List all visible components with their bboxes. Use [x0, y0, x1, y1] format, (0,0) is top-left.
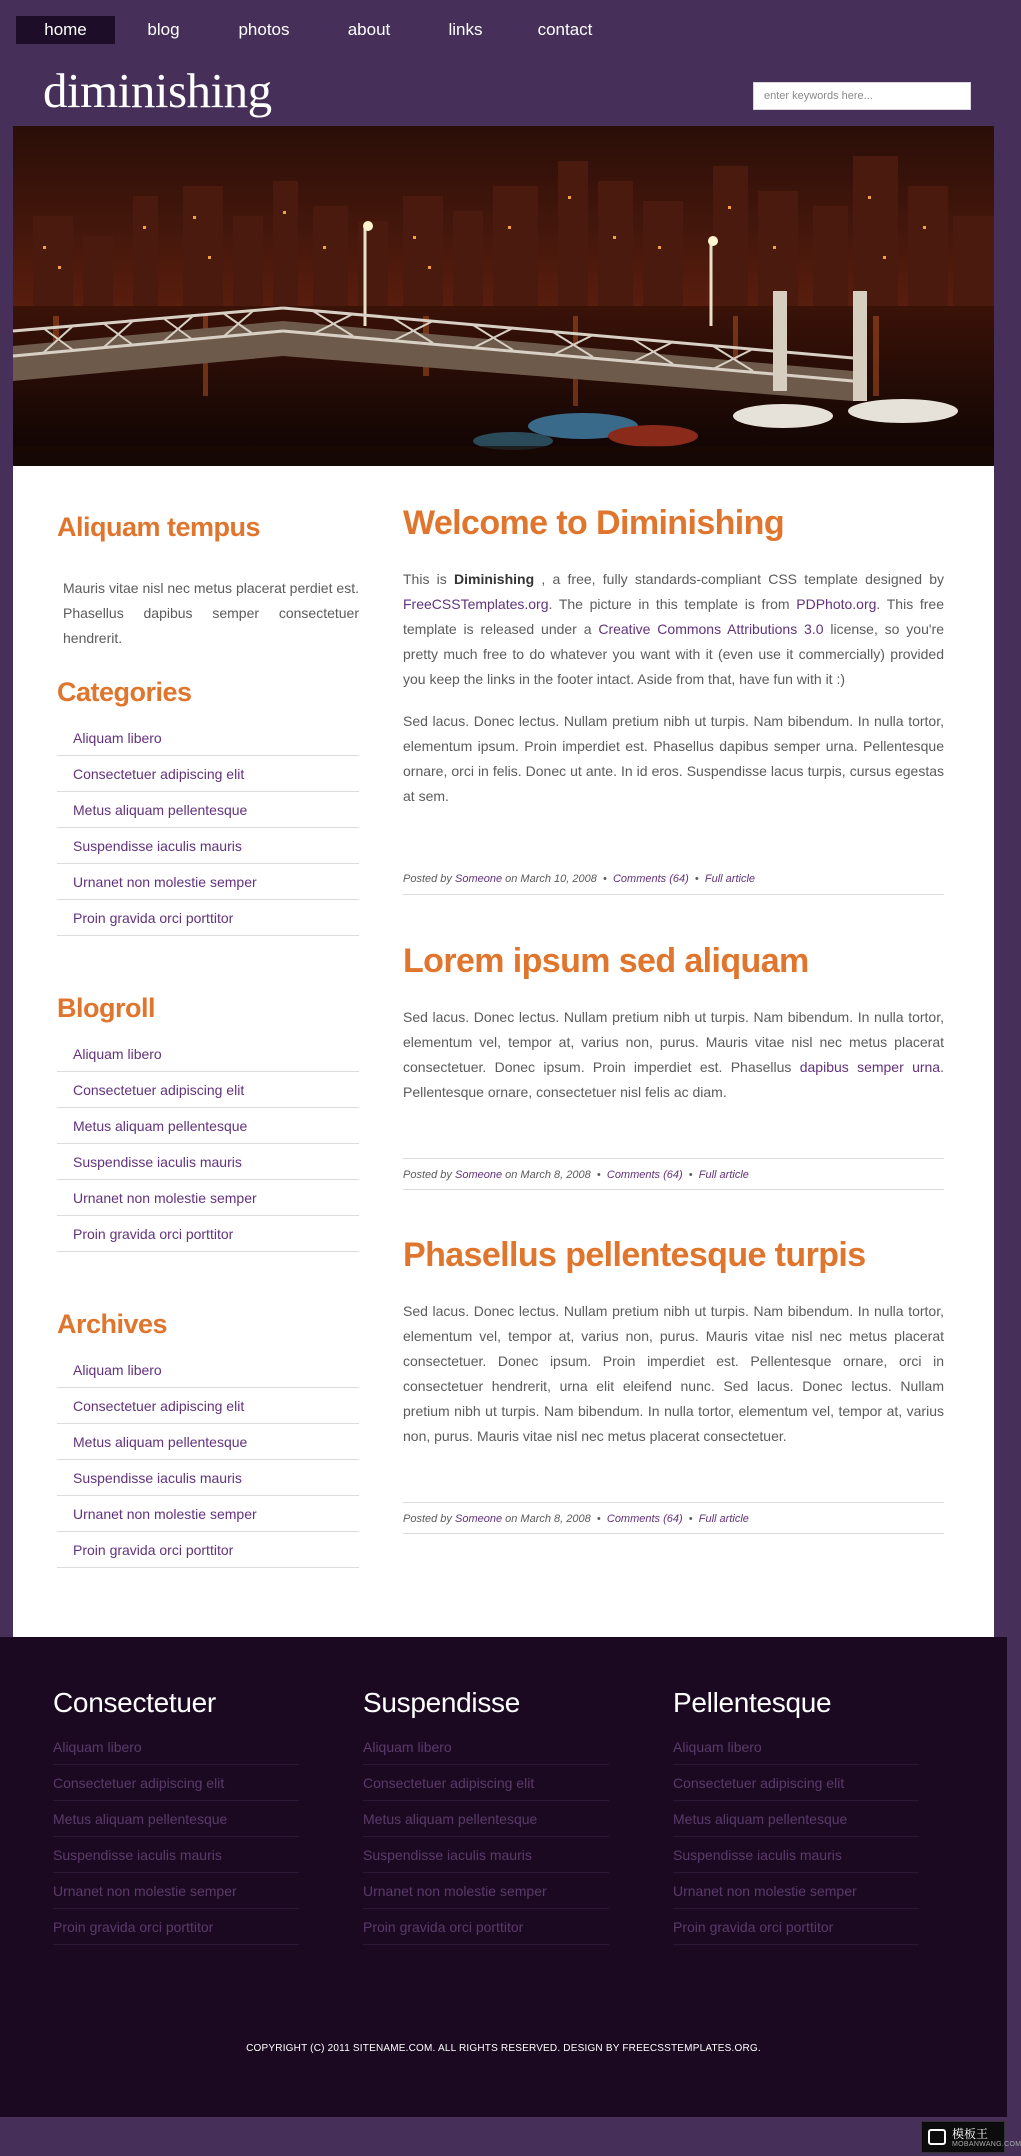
template-logo-icon — [928, 2129, 946, 2145]
author-link[interactable]: Someone — [454, 1169, 503, 1181]
nav-item-links[interactable]: links — [448, 20, 483, 39]
comments-link[interactable]: Comments (64) — [612, 873, 689, 885]
creative-commons-link[interactable]: Creative Commons Attributions 3.0 — [598, 621, 824, 637]
post-meta — [403, 1502, 944, 1534]
footer-link[interactable]: Urnanet non molestie semper — [673, 1873, 919, 1909]
post-meta — [403, 863, 944, 895]
separator: • — [596, 1513, 601, 1525]
archives-link[interactable]: Proin gravida orci porttitor — [57, 1532, 359, 1568]
footer-link-list — [363, 1729, 609, 1945]
footer-link[interactable]: Aliquam libero — [673, 1729, 919, 1765]
pdphoto-link[interactable]: PDPhoto.org — [796, 596, 877, 612]
separator: • — [688, 1169, 693, 1181]
post-body: Sed lacus. Donec lectus. Nullam pretium nibh ut turpis. Nam bibendum. In nulla tortor, elementum ipsum. Proin imperdiet est. Phasellus dapibus semper urna. Pellentesque ornare, orci in felis. Donec ut ante. In id eros. Suspendisse lacus turpis, cursus egestas at sem. — [403, 713, 944, 804]
categories-list — [57, 720, 359, 936]
footer-link[interactable]: Metus aliquam pellentesque — [53, 1801, 299, 1837]
footer-link[interactable]: Proin gravida orci porttitor — [673, 1909, 919, 1945]
archives-link[interactable]: Urnanet non molestie semper — [57, 1496, 359, 1532]
full-article-link[interactable]: Full article — [704, 873, 756, 885]
footer-link[interactable]: Consectetuer adipiscing elit — [363, 1765, 609, 1801]
blogroll-link[interactable]: Proin gravida orci porttitor — [57, 1216, 359, 1252]
categories-link[interactable]: Consectetuer adipiscing elit — [57, 756, 359, 792]
footer-link[interactable]: Suspendisse iaculis mauris — [53, 1837, 299, 1873]
post-title[interactable]: Lorem ipsum sed aliquam — [403, 942, 809, 980]
post-title[interactable]: Welcome to Diminishing — [403, 504, 784, 542]
site-logo[interactable]: diminishing — [43, 63, 272, 118]
archives-link[interactable]: Suspendisse iaculis mauris — [57, 1460, 359, 1496]
footer-link-list — [673, 1729, 919, 1945]
categories-link[interactable]: Suspendisse iaculis mauris — [57, 828, 359, 864]
post-date: on March 8, 2008 — [505, 1513, 591, 1525]
post-title[interactable]: Phasellus pellentesque turpis — [403, 1236, 866, 1274]
text-run: . This free template is released under a — [403, 596, 944, 637]
dapibus-link[interactable]: dapibus semper urna — [799, 1059, 941, 1075]
post-body — [403, 1005, 944, 1105]
categories-link[interactable]: Aliquam libero — [57, 720, 359, 756]
blogroll-link[interactable]: Urnanet non molestie semper — [57, 1180, 359, 1216]
sidebar-blogroll-title: Blogroll — [57, 993, 155, 1023]
copyright-text: COPYRIGHT (C) 2011 SITENAME.COM. ALL RIGHTS RESERVED. DESIGN BY FREECSSTEMPLATES.ORG. — [246, 2043, 761, 2054]
sidebar-archives-title: Archives — [57, 1309, 168, 1339]
top-nav — [16, 16, 621, 44]
footer-link[interactable]: Proin gravida orci porttitor — [363, 1909, 609, 1945]
blogroll-link[interactable]: Aliquam libero — [57, 1036, 359, 1072]
sidebar-categories-title: Categories — [57, 677, 192, 707]
full-article-link[interactable]: Full article — [698, 1513, 749, 1525]
author-link[interactable]: Someone — [454, 1513, 503, 1525]
separator: • — [603, 873, 607, 885]
comments-link[interactable]: Comments (64) — [606, 1513, 683, 1525]
text-run: . The picture in this template is from — [548, 596, 797, 612]
footer-link[interactable]: Metus aliquam pellentesque — [363, 1801, 609, 1837]
post-date: on March 10, 2008 — [505, 873, 597, 885]
footer-link[interactable]: Proin gravida orci porttitor — [53, 1909, 299, 1945]
archives-link[interactable]: Metus aliquam pellentesque — [57, 1424, 359, 1460]
meta-label: Posted by — [403, 1513, 452, 1525]
post-body: Sed lacus. Donec lectus. Nullam pretium nibh ut turpis. Nam bibendum. In nulla tortor, elementum vel, tempor at, varius non, purus. Mauris vitae nisl nec metus placerat consectetuer. Donec ipsum. Proin imperdiet est. Pellentesque ornare, orci in consectetuer hendrerit, urna elit eleifend nunc. Sed lacus. Donec lectus. Nullam pretium nibh ut turpis. Nam bibendum. In nulla tortor, elementum vel, tempor at, varius non, purus. Mauris vitae nisl nec metus placerat consectetuer. — [403, 1303, 944, 1444]
nav-item-blog[interactable]: blog — [147, 20, 180, 39]
blogroll-link[interactable]: Suspendisse iaculis mauris — [57, 1144, 359, 1180]
main-content-area — [13, 466, 994, 1637]
footer-link[interactable]: Aliquam libero — [53, 1729, 299, 1765]
bottom-strip — [0, 2117, 1007, 2156]
post-date: on March 8, 2008 — [505, 1169, 591, 1181]
text-run: . Pellentesque ornare, consectetuer nisl felis ac diam. — [403, 1059, 944, 1100]
separator: • — [596, 1169, 601, 1181]
text-run: license, so you're pretty much free to do whatever you want with it (even use it commercially) provided you keep the links in the footer intact. Aside from that, have fun with it :) — [403, 621, 944, 687]
bold-text: Diminishing — [454, 571, 535, 587]
footer-link[interactable]: Consectetuer adipiscing elit — [53, 1765, 299, 1801]
nav-item-photos[interactable]: photos — [238, 20, 290, 39]
categories-link[interactable]: Metus aliquam pellentesque — [57, 792, 359, 828]
separator: • — [694, 873, 699, 885]
footer-column-title: Pellentesque — [673, 1687, 832, 1718]
post-body — [403, 567, 944, 692]
footer-link[interactable]: Aliquam libero — [363, 1729, 609, 1765]
footer-column-title: Suspendisse — [363, 1687, 521, 1718]
sidebar-intro-text: Mauris vitae nisl nec metus placerat perdiet est. Phasellus dapibus semper consectetuer hendrerit. — [63, 580, 359, 646]
blogroll-link[interactable]: Metus aliquam pellentesque — [57, 1108, 359, 1144]
footer-link[interactable]: Suspendisse iaculis mauris — [363, 1837, 609, 1873]
footer-link[interactable]: Metus aliquam pellentesque — [673, 1801, 919, 1837]
text-run: This is — [403, 571, 455, 587]
footer-link[interactable]: Urnanet non molestie semper — [363, 1873, 609, 1909]
search-input[interactable] — [753, 82, 971, 110]
badge-url: MOBANWANG.COM — [952, 2141, 1021, 2148]
text-run: , a free, fully standards-compliant CSS template designed by — [534, 571, 944, 587]
watermark-badge — [921, 2121, 1021, 2153]
author-link[interactable]: Someone — [454, 873, 503, 885]
footer-link[interactable]: Consectetuer adipiscing elit — [673, 1765, 919, 1801]
categories-link[interactable]: Urnanet non molestie semper — [57, 864, 359, 900]
comments-link[interactable]: Comments (64) — [606, 1169, 683, 1181]
badge-title: 模板王 — [952, 2127, 989, 2141]
meta-label: Posted by — [403, 873, 452, 885]
archives-list — [57, 1352, 359, 1568]
nav-item-about[interactable]: about — [347, 20, 391, 39]
full-article-link[interactable]: Full article — [698, 1169, 749, 1181]
separator: • — [688, 1513, 693, 1525]
night-harbor-illustration — [13, 126, 994, 466]
text-run: Sed lacus. Donec lectus. Nullam pretium nibh ut turpis. Nam bibendum. In nulla tortor, elementum vel, tempor at, varius non, purus. Mauris vitae nisl nec metus placerat consectetuer. Donec ipsum. Proin imperdiet est. Phasellus — [403, 1009, 944, 1075]
archives-link[interactable]: Consectetuer adipiscing elit — [57, 1388, 359, 1424]
footer-link-list — [53, 1729, 299, 1945]
footer-link[interactable]: Urnanet non molestie semper — [53, 1873, 299, 1909]
footer — [0, 1637, 1007, 2117]
nav-item-contact[interactable]: contact — [537, 20, 593, 39]
freecsstemplates-link[interactable]: FreeCSSTemplates.org — [403, 596, 549, 612]
footer-link[interactable]: Suspendisse iaculis mauris — [673, 1837, 919, 1873]
blogroll-list — [57, 1036, 359, 1252]
meta-label: Posted by — [403, 1169, 452, 1181]
post-meta — [403, 1158, 944, 1190]
categories-link[interactable]: Proin gravida orci porttitor — [57, 900, 359, 936]
nav-item-home[interactable]: home — [16, 16, 115, 44]
archives-link[interactable]: Aliquam libero — [57, 1352, 359, 1388]
hero-image — [13, 126, 994, 466]
sidebar-intro-title: Aliquam tempus — [57, 512, 261, 542]
blogroll-link[interactable]: Consectetuer adipiscing elit — [57, 1072, 359, 1108]
footer-column-title: Consectetuer — [53, 1687, 216, 1718]
